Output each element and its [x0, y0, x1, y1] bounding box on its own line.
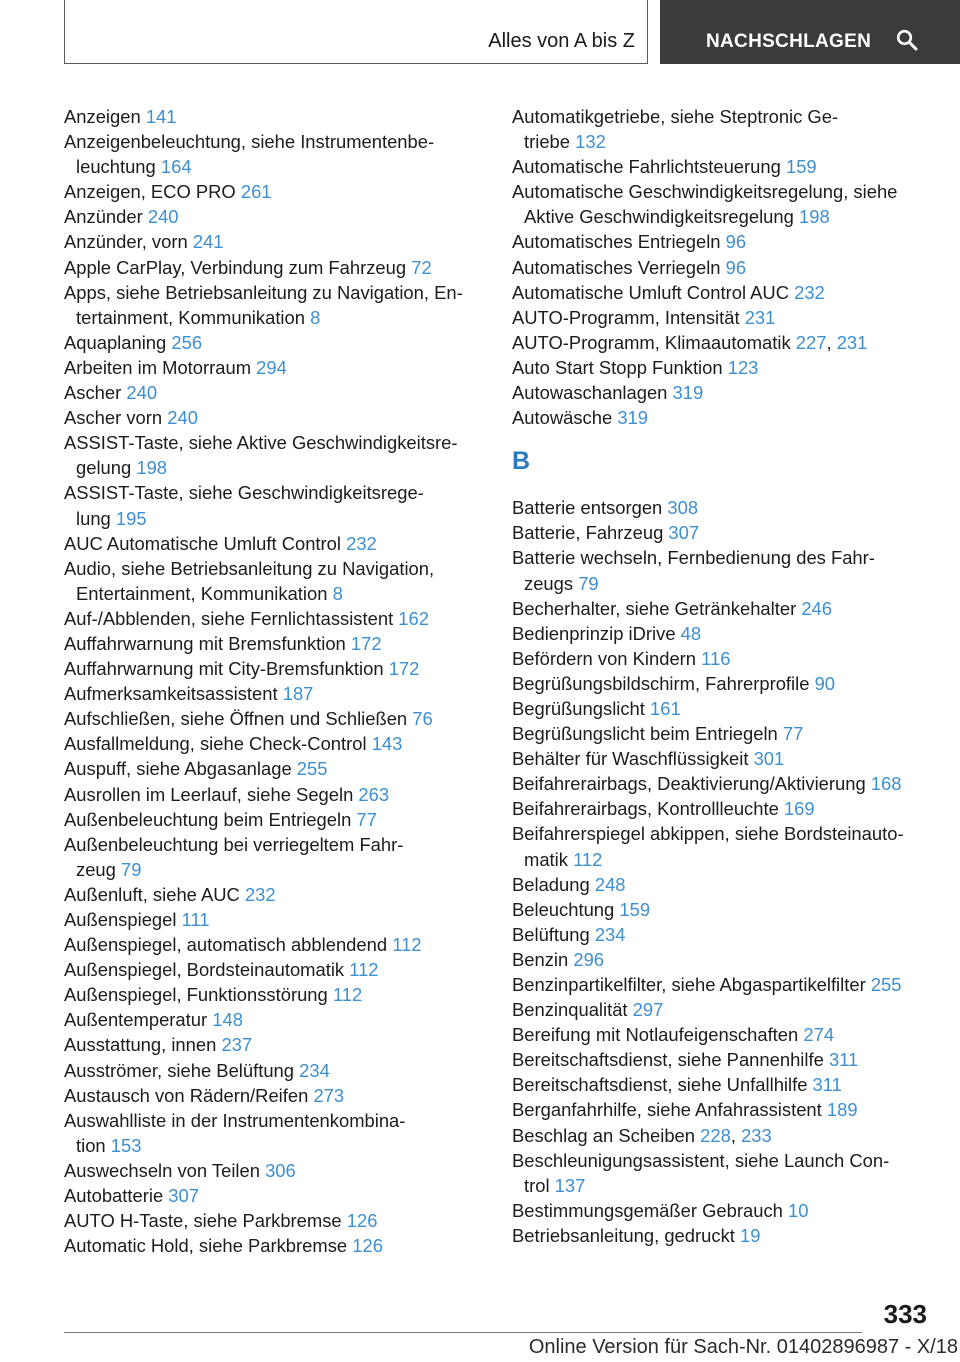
index-entry-text: Begrüßungsbildschirm, Fahrerprofile: [512, 672, 815, 694]
index-entry-text: Audio, siehe Betriebsanleitung zu Navigation,: [64, 557, 435, 579]
page-reference-link[interactable]: 233: [741, 1124, 772, 1146]
index-entry: [512, 255, 932, 280]
index-entry-text: Außenspiegel, Funktionsstörung: [64, 984, 333, 1006]
index-entry: [512, 380, 932, 405]
index-entry-continuation: triebe: [524, 131, 576, 153]
index-entry: AUTO-Programm, Klimaautomatik 227, 231: [512, 331, 868, 353]
index-entry-text: Aufmerksamkeitsassistent: [64, 683, 283, 705]
page-reference-link[interactable]: 143: [371, 733, 403, 755]
index-entry-text: AUTO H-Taste, siehe Parkbremse: [64, 1210, 347, 1232]
page-reference-link[interactable]: 141: [145, 106, 177, 127]
page-reference-link[interactable]: 241: [192, 231, 224, 253]
index-entry-text: Ausströmer, siehe Belüftung: [64, 1059, 300, 1081]
index-entry: [64, 982, 484, 1007]
index-entry-continuation: tertainment, Kommunikation: [76, 306, 311, 328]
page-reference-link[interactable]: 148: [212, 1009, 243, 1031]
index-entry: [512, 671, 932, 696]
index-entry: [512, 355, 932, 380]
page-reference-link[interactable]: 187: [282, 683, 314, 705]
page-reference-link[interactable]: 232: [794, 281, 825, 303]
page-reference-link[interactable]: 112: [392, 934, 422, 956]
index-entry: [512, 229, 932, 254]
section-letter-b: B: [512, 447, 531, 476]
index-entry: [512, 872, 932, 897]
index-entry-text: Ascher vorn: [64, 407, 168, 429]
index-entry: [64, 631, 484, 656]
index-entry-text: Ausstattung, innen: [64, 1034, 222, 1056]
page-reference-link[interactable]: 112: [332, 984, 363, 1006]
index-entry-continuation: Entertainment, Kommunikation: [76, 582, 333, 604]
index-entry-text: Ausrollen im Leerlauf, siehe Segeln: [64, 783, 359, 805]
page-reference-link[interactable]: 96: [725, 256, 747, 278]
index-entry: [64, 1208, 484, 1233]
index-entry: [512, 796, 932, 821]
index-entry-text: Beifahrerairbags, Deaktivierung/Aktivierung: [512, 773, 871, 795]
index-entry-text: Beschleunigungsassistent, siehe Launch Con‐: [512, 1149, 890, 1171]
page-reference-link[interactable]: 263: [358, 783, 390, 805]
index-entry-continuation: lung: [76, 507, 116, 529]
index-entry-text: Apple CarPlay, Verbindung zum Fahrzeug: [64, 256, 412, 278]
index-entry-text: Automatic Hold, siehe Parkbremse: [64, 1235, 353, 1257]
page-reference-link[interactable]: 231: [836, 331, 868, 353]
page-reference-link[interactable]: 311: [828, 1049, 859, 1071]
index-entry: [64, 380, 484, 405]
page-reference-link[interactable]: 246: [801, 597, 832, 619]
index-entry-text: Anzeigenbeleuchtung, siehe Instrumentenbe‐: [64, 131, 435, 153]
page-reference-link[interactable]: 159: [619, 898, 651, 920]
index-entry-continuation: Aktive Geschwindigkeitsregelung: [524, 206, 799, 228]
page-reference-link[interactable]: 132: [575, 131, 606, 153]
index-entry: [64, 656, 484, 681]
page-reference-link[interactable]: 294: [256, 356, 287, 378]
index-entry-text: Auto Start Stopp Funktion: [512, 356, 728, 378]
index-entry-continuation: zeug: [76, 858, 121, 880]
page-reference-link[interactable]: 296: [573, 948, 605, 970]
index-entry: [512, 520, 932, 545]
page-reference-link[interactable]: 308: [667, 497, 699, 519]
index-entry: [512, 821, 932, 871]
page-reference-link[interactable]: 79: [121, 858, 142, 880]
page-reference-link[interactable]: 255: [296, 758, 328, 780]
page-reference-link[interactable]: 307: [168, 1185, 199, 1207]
index-entry: [64, 179, 484, 204]
index-entry-text: Auf-/Abblenden, siehe Fernlichtassistent: [64, 607, 399, 629]
page-reference-link[interactable]: 261: [240, 181, 272, 203]
index-entry: [64, 255, 484, 280]
index-entry-text: Beladung: [512, 873, 595, 895]
page-reference-link[interactable]: 10: [787, 1199, 809, 1221]
index-entry-text: Apps, siehe Betriebsanleitung zu Navigation, En‐: [64, 281, 463, 303]
index-entry-text: Begrüßungslicht: [512, 697, 651, 719]
index-entry: [64, 932, 484, 957]
page-reference-link[interactable]: 19: [739, 1224, 761, 1246]
index-entry: [64, 355, 484, 380]
page-reference-link[interactable]: 256: [171, 331, 203, 353]
index-entry: [512, 154, 932, 179]
index-group-a: [512, 104, 932, 430]
page-reference-link[interactable]: 198: [136, 457, 168, 479]
page-reference-link[interactable]: 168: [870, 773, 902, 795]
index-entry: [64, 104, 484, 129]
page-reference-link[interactable]: 76: [412, 708, 433, 730]
index-entry-text: Außenspiegel, Bordsteinautomatik: [64, 959, 350, 981]
index-entry-text: Autowaschanlagen: [512, 382, 673, 404]
index-entry-text: Arbeiten im Motorraum: [64, 356, 257, 378]
index-entry: [512, 947, 932, 972]
page-number: 333: [883, 1299, 927, 1329]
index-entry-text: Automatikgetriebe, siehe Steptronic Ge‐: [512, 106, 839, 127]
search-icon[interactable]: [896, 29, 918, 51]
index-entry: [64, 681, 484, 706]
page-reference-link[interactable]: 8: [310, 306, 321, 328]
index-entry-text: Anzünder: [64, 206, 148, 228]
index-entry-text: Berganfahrhilfe, siehe Anfahrassistent: [512, 1099, 827, 1121]
index-entry-text: Ascher: [64, 382, 127, 404]
index-entry: [512, 596, 932, 621]
index-entry-text: Bereitschaftsdienst, siehe Pannenhilfe: [512, 1049, 829, 1071]
index-entry: [512, 997, 932, 1022]
page-reference-link[interactable]: 319: [617, 407, 648, 429]
page-reference-link[interactable]: 112: [573, 848, 603, 870]
index-entry: [64, 807, 484, 832]
page-reference-link[interactable]: 126: [352, 1235, 383, 1257]
index-entry: [64, 330, 484, 355]
index-entry: [512, 405, 932, 430]
index-entry-text: Beleuchtung: [512, 898, 620, 920]
page-reference-link[interactable]: 79: [578, 572, 599, 594]
index-entry-text: Anzeigen: [64, 106, 146, 127]
index-entry: [512, 305, 932, 330]
page-reference-link[interactable]: 232: [346, 532, 377, 554]
page-reference-link[interactable]: 164: [160, 156, 192, 178]
index-entry: [512, 771, 932, 796]
index-entry-text: Auswechseln von Teilen: [64, 1159, 266, 1181]
index-entry-text: AUC Automatische Umluft Control: [64, 532, 347, 554]
page-reference-link[interactable]: 96: [725, 231, 747, 253]
index-entry-text: AUTO-Programm, Intensität: [512, 306, 745, 328]
page-reference-link[interactable]: 234: [594, 923, 626, 945]
index-entry: [64, 1158, 484, 1183]
page-reference-link[interactable]: 234: [299, 1059, 330, 1081]
index-entry-text: Automatisches Verriegeln: [512, 256, 726, 278]
page-reference-link[interactable]: 311: [812, 1074, 842, 1096]
index-entry: [512, 1148, 932, 1198]
index-entry-text: Automatische Geschwindigkeitsregelung, siehe: [512, 181, 898, 203]
index-entry-text: Außentemperatur: [64, 1009, 213, 1031]
index-entry-text: Austausch von Rädern/Reifen: [64, 1084, 314, 1106]
page-reference-link[interactable]: 297: [632, 999, 664, 1021]
index-entry-text: Batterie entsorgen: [512, 497, 668, 519]
index-entry: [512, 495, 932, 520]
index-entry: [512, 280, 932, 305]
index-entry: [512, 972, 932, 997]
index-entry: [64, 882, 484, 907]
index-entry-text: Beifahrerspiegel abkippen, siehe Bordsteinauto‐: [512, 823, 904, 845]
index-entry-text: Anzeigen, ECO PRO: [64, 181, 241, 203]
page-reference-link[interactable]: 198: [798, 206, 830, 228]
index-entry: [512, 721, 932, 746]
page-reference-link[interactable]: 137: [554, 1174, 586, 1196]
page-reference-link[interactable]: 8: [332, 582, 343, 604]
page-reference-link[interactable]: 301: [753, 748, 785, 770]
index-entry: Beschlag an Scheiben 228, 233: [512, 1124, 772, 1146]
index-entry-text: Auffahrwarnung mit City-Bremsfunktion: [64, 658, 389, 680]
index-entry: [512, 1198, 932, 1223]
page-reference-link[interactable]: 228: [700, 1124, 731, 1146]
index-entry: [64, 1183, 484, 1208]
index-entry-text: Betriebsanleitung, gedruckt: [512, 1224, 740, 1246]
index-entry-text: Benzinpartikelfilter, siehe Abgaspartikelfilter: [512, 974, 871, 995]
index-entry-text: Behälter für Waschflüssigkeit: [512, 748, 754, 770]
page-reference-link[interactable]: 232: [244, 883, 276, 905]
index-entry: [512, 179, 932, 229]
page-reference-link[interactable]: 77: [356, 808, 377, 830]
index-entry-continuation: trol: [524, 1174, 555, 1196]
index-entry: [64, 1083, 484, 1108]
index-entry: [64, 229, 484, 254]
index-entry-text: Anzünder, vorn: [64, 231, 193, 253]
page-reference-link[interactable]: 161: [650, 697, 681, 719]
index-entry: [64, 480, 484, 530]
index-entry-continuation: zeugs: [524, 572, 579, 594]
page-reference-link[interactable]: 255: [870, 974, 902, 995]
index-entry-text: Außenbeleuchtung bei verriegeltem Fahr‐: [64, 833, 404, 855]
index-entry: [512, 545, 932, 595]
index-entry-text: AUTO-Programm, Klimaautomatik: [512, 331, 796, 353]
index-entry-text: Benzin: [512, 948, 574, 970]
footer-divider: [64, 1332, 862, 1333]
index-column-right: [512, 104, 932, 1248]
page-reference-link[interactable]: 273: [313, 1084, 345, 1106]
index-entry: [512, 1223, 932, 1248]
index-entry-text: Bereifung mit Notlaufeigenschaften: [512, 1024, 804, 1046]
page-reference-link[interactable]: 90: [814, 672, 836, 694]
page-reference-link[interactable]: 77: [782, 723, 804, 745]
index-entry-text: Außenbeleuchtung beim Entriegeln: [64, 808, 357, 830]
index-entry-text: Batterie, Fahrzeug: [512, 522, 669, 544]
index-entry-text: Bereitschaftsdienst, siehe Unfallhilfe: [512, 1074, 813, 1096]
index-group-b: [512, 495, 932, 1248]
index-entry-text: Automatische Fahrlichtsteuerung: [512, 156, 786, 178]
index-entry-text: Belüftung: [512, 923, 595, 945]
index-entry-text: Automatisches Entriegeln: [512, 231, 726, 253]
page-reference-link[interactable]: 112: [349, 959, 379, 981]
page-reference-link[interactable]: 319: [672, 382, 704, 404]
index-entry-text: Autobatterie: [64, 1185, 169, 1207]
index-entry: [512, 104, 932, 154]
index-entry: [64, 756, 484, 781]
page-reference-link[interactable]: 162: [398, 607, 429, 629]
index-entry: [512, 696, 932, 721]
index-entry-continuation: tion: [76, 1134, 111, 1156]
page-reference-link[interactable]: 126: [346, 1210, 378, 1232]
index-entry-continuation: gelung: [76, 457, 137, 479]
index-entry-text: Becherhalter, siehe Getränkehalter: [512, 597, 802, 619]
index-entry: [512, 1047, 932, 1072]
index-entry: [64, 957, 484, 982]
index-column-left: [64, 104, 484, 1258]
section-title: Alles von A bis Z: [488, 30, 635, 52]
index-entry: [64, 531, 484, 556]
index-entry-text: Bestimmungsgemäßer Gebrauch: [512, 1199, 788, 1221]
index-entry-text: Außenspiegel, automatisch abblendend: [64, 934, 393, 956]
page-reference-link[interactable]: 195: [115, 507, 147, 529]
index-entry: [64, 204, 484, 229]
index-entry: [64, 129, 484, 179]
online-version-note: Online Version für Sach-Nr. 01402896987 - X/18: [528, 1336, 958, 1358]
index-entry-text: Automatische Umluft Control AUC: [512, 281, 795, 303]
index-entry: [512, 1097, 932, 1122]
index-entry-text: Auspuff, siehe Abgasanlage: [64, 758, 297, 780]
page-reference-link[interactable]: 123: [727, 356, 759, 378]
index-entry-text: Bedienprinzip iDrive: [512, 622, 681, 644]
index-entry-text: Beifahrerairbags, Kontrollleuchte: [512, 798, 784, 820]
index-entry: [64, 556, 484, 606]
index-entry-text: Auffahrwarnung mit Bremsfunktion: [64, 632, 351, 654]
page-reference-link[interactable]: 111: [181, 909, 210, 930]
page-reference-link[interactable]: 240: [167, 407, 198, 429]
nav-label: NACHSCHLAGEN: [706, 31, 872, 52]
index-entry: [512, 646, 932, 671]
index-entry-text: Begrüßungslicht beim Entriegeln: [512, 723, 783, 745]
index-entry: [64, 1032, 484, 1057]
page-reference-link[interactable]: 248: [594, 873, 626, 895]
page-reference-link[interactable]: 306: [265, 1159, 296, 1181]
index-entry-text: Benzinqualität: [512, 999, 633, 1021]
page-reference-link[interactable]: 189: [826, 1099, 858, 1121]
page-reference-link[interactable]: 48: [680, 622, 702, 644]
page-reference-link[interactable]: 240: [126, 382, 158, 404]
index-entry: [64, 606, 484, 631]
index-entry-text: Befördern von Kindern: [512, 647, 702, 669]
section-tab: [64, 0, 648, 64]
index-entry-continuation: matik: [524, 848, 574, 870]
page-reference-link[interactable]: 231: [744, 306, 776, 328]
index-entry: [64, 280, 484, 330]
index-entry-text: Außenspiegel: [64, 909, 182, 930]
index-entry: [64, 1007, 484, 1032]
page-reference-link[interactable]: 116: [701, 647, 731, 669]
index-entry: [512, 1022, 932, 1047]
index-entry: [64, 430, 484, 480]
index-entry: [512, 746, 932, 771]
nachschlagen-nav[interactable]: [660, 0, 960, 64]
index-entry-text: Batterie wechseln, Fernbedienung des Fahr‐: [512, 547, 875, 569]
index-entry-text: ASSIST-Taste, siehe Aktive Geschwindigkeitsre‐: [64, 432, 458, 454]
page-reference-link[interactable]: 227: [795, 331, 827, 353]
page-reference-link[interactable]: 169: [783, 798, 815, 820]
page-reference-link[interactable]: 172: [388, 658, 420, 680]
index-entry-continuation: leuchtung: [76, 156, 161, 178]
index-entry-text: Außenluft, siehe AUC: [64, 883, 245, 905]
index-entry: [64, 782, 484, 807]
index-entry-text: Autowäsche: [512, 407, 618, 429]
index-entry: [64, 405, 484, 430]
page-reference-link[interactable]: 172: [350, 632, 382, 654]
page-reference-link[interactable]: 159: [785, 156, 817, 178]
index-entry: [512, 1072, 932, 1097]
index-entry-text: Beschlag an Scheiben: [512, 1124, 701, 1146]
page-reference-link[interactable]: 307: [668, 522, 700, 544]
index-entry: [512, 922, 932, 947]
index-entry: [64, 832, 484, 882]
index-entry: [512, 897, 932, 922]
index-entry-text: Aquaplaning: [64, 331, 172, 353]
index-entry: [64, 907, 484, 932]
index-entry: [64, 706, 484, 731]
page-reference-link[interactable]: 153: [110, 1134, 142, 1156]
index-entry: [64, 1233, 484, 1258]
index-entry-text: Aufschließen, siehe Öffnen und Schließen: [64, 708, 413, 730]
page-reference-link[interactable]: 240: [147, 206, 179, 228]
page-reference-link[interactable]: 72: [411, 256, 432, 278]
page-reference-link[interactable]: 274: [803, 1024, 835, 1046]
index-entry-text: Ausfallmeldung, siehe Check-Control: [64, 733, 372, 755]
index-entry-text: Auswahlliste in der Instrumentenkombina‐: [64, 1109, 406, 1131]
index-entry: [512, 621, 932, 646]
index-entry: [64, 1108, 484, 1158]
page-reference-link[interactable]: 237: [221, 1034, 253, 1056]
index-entry: [64, 1058, 484, 1083]
index-entry: [64, 731, 484, 756]
index-entry-text: ASSIST-Taste, siehe Geschwindigkeitsrege‐: [64, 482, 424, 504]
